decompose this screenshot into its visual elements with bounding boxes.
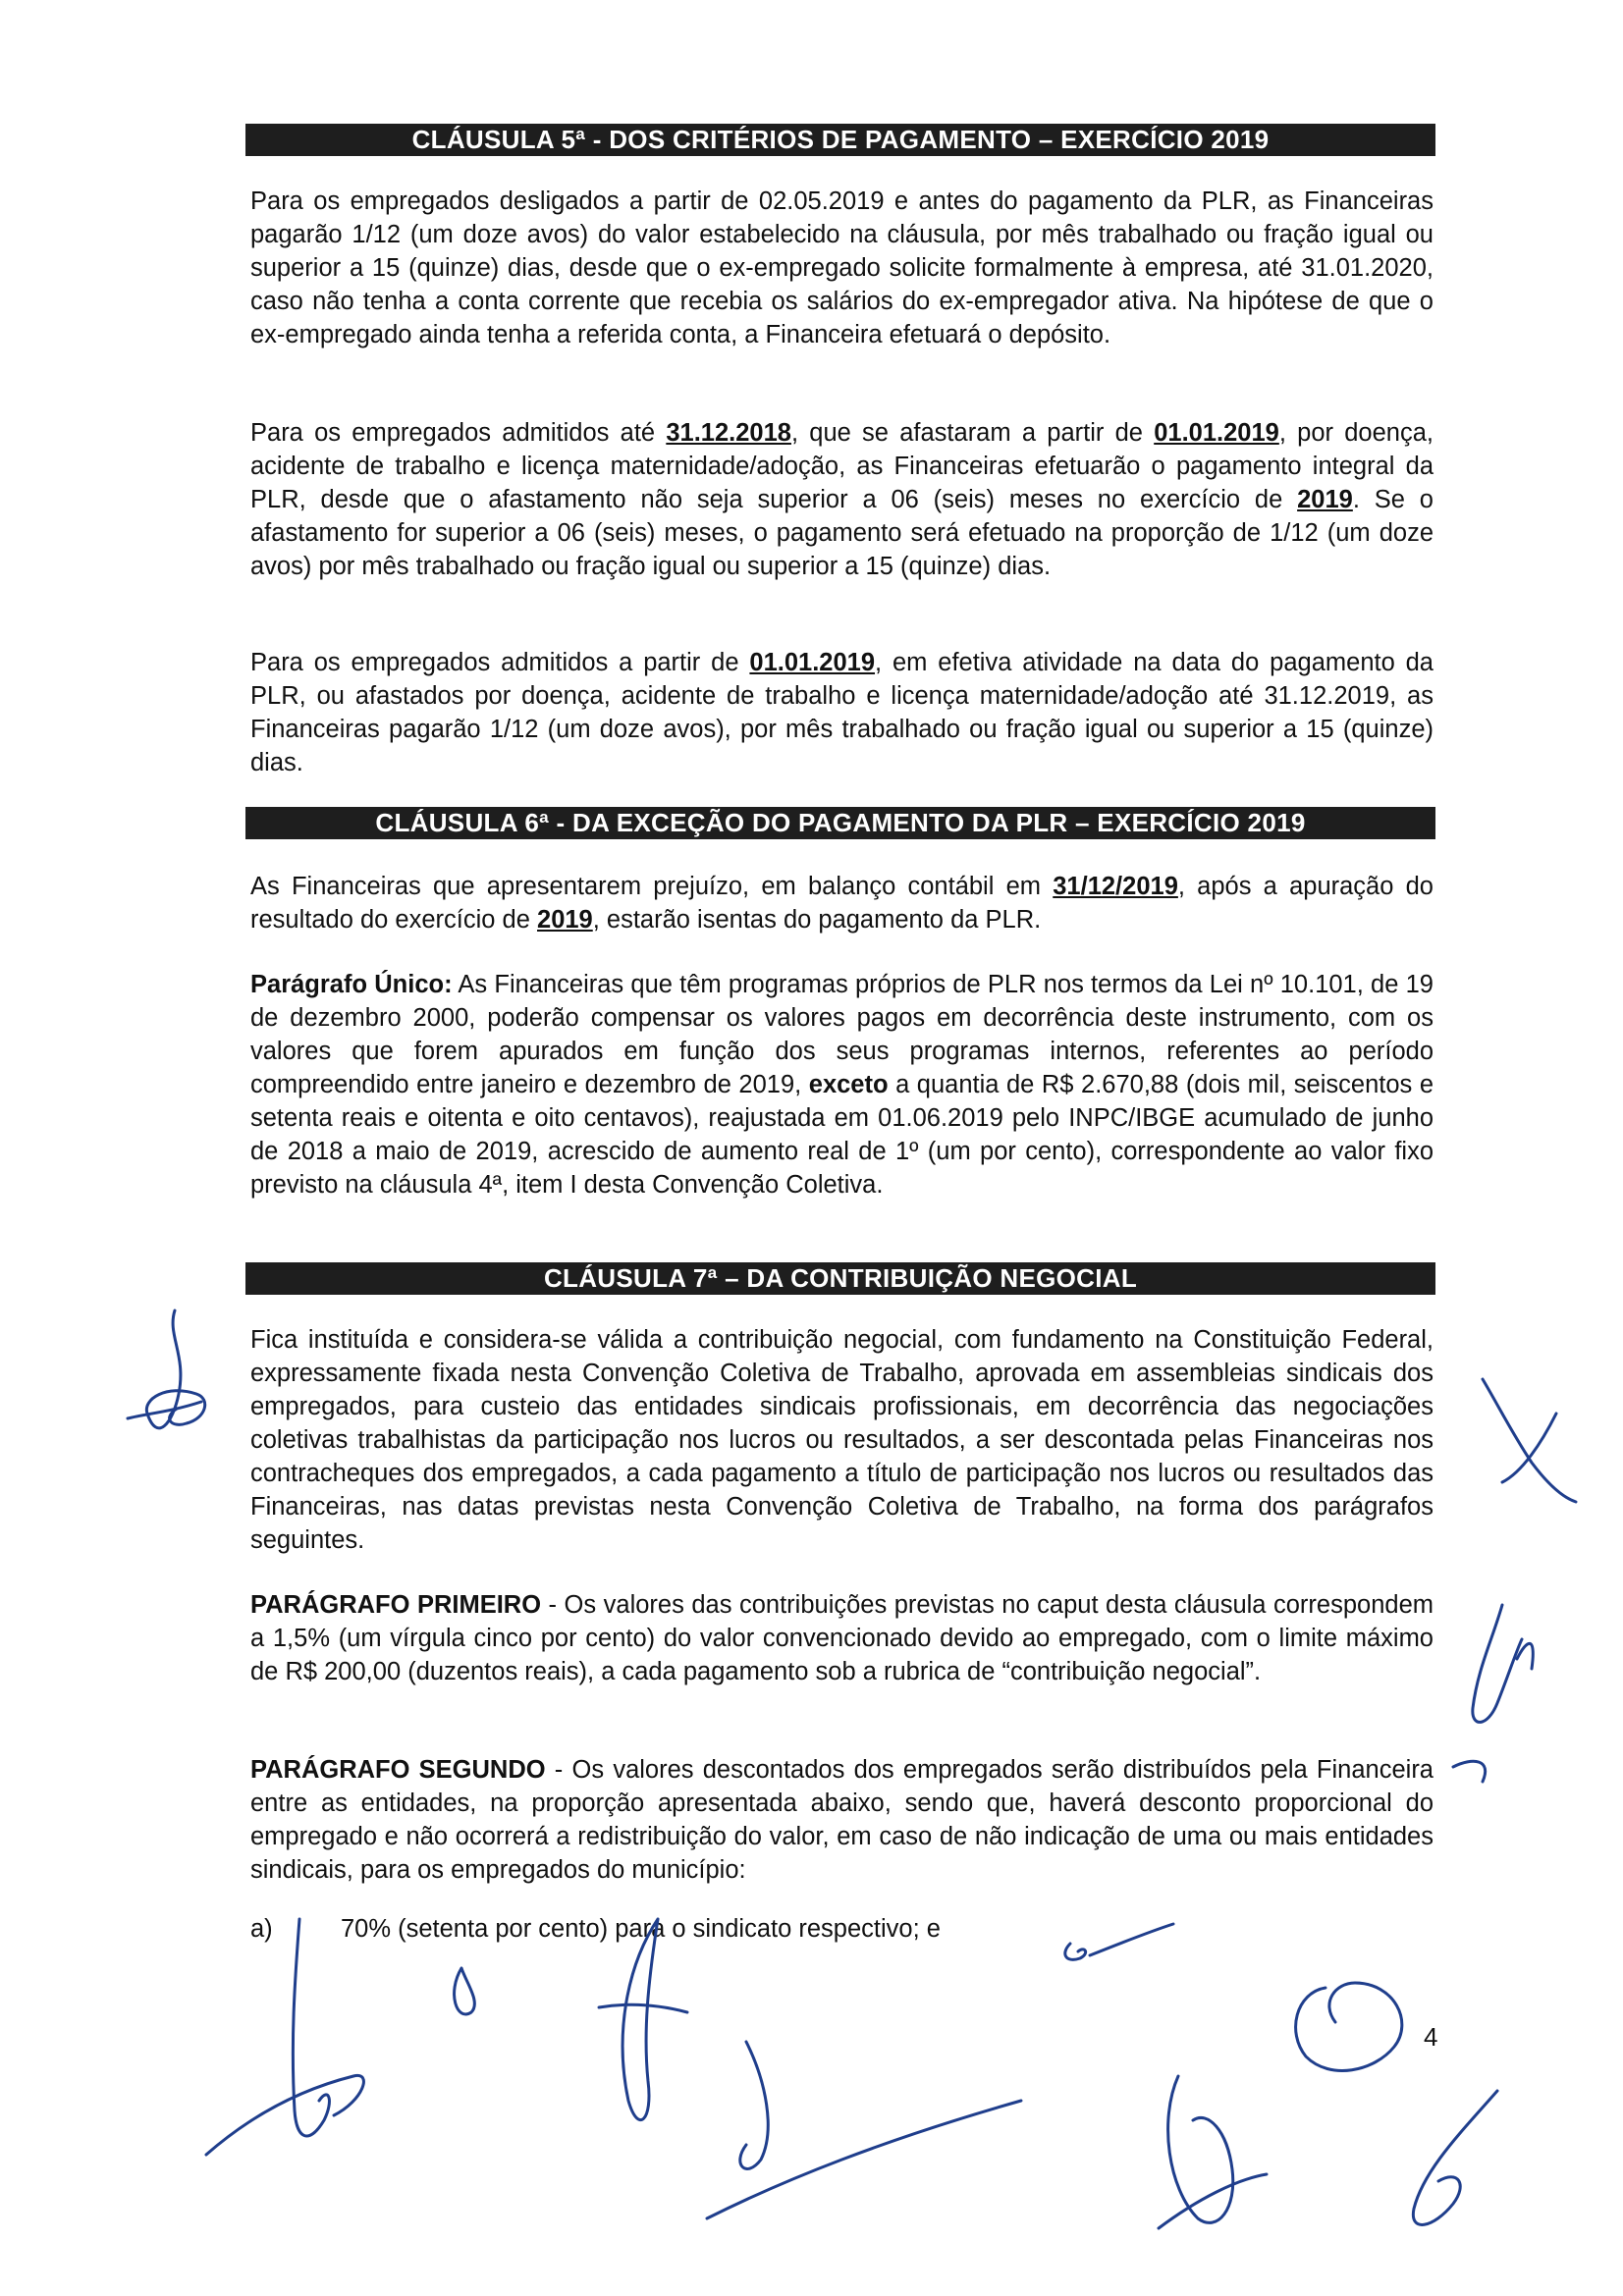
date-underlined: 31/12/2019 bbox=[1053, 873, 1178, 900]
bold-word: exceto bbox=[808, 1071, 889, 1098]
clause-5-paragraph-1: Para os empregados desligados a partir de 02.05.2019 e antes do pagamento da PLR, as Financeiras pagarão 1/12 (um doze avos) do valor estabelecido na cláusula, por mês trabalhado ou fração igual ou superior a 15 (quinze) dias, desde que o ex-empregado solicite formalmente à empresa, até 31.01.2020, caso não tenha a conta corrente que recebia os salários do ex-empregador ativa. Na hipótese de que o ex-empregado ainda tenha a referida conta, a Financeira efetuará o depósito. bbox=[250, 187, 1434, 348]
text-run: As Financeiras que apresentarem prejuízo, em balanço contábil em bbox=[250, 873, 1054, 900]
bottom-signature-6 bbox=[1296, 1983, 1402, 2070]
bottom-signature-2 bbox=[455, 1968, 475, 2014]
list-item-a bbox=[250, 1912, 941, 1946]
clause-5-paragraph-3 bbox=[250, 646, 1434, 779]
year-underlined: 2019 bbox=[1297, 486, 1353, 513]
clause-5-paragraph-2 bbox=[250, 416, 1434, 583]
text-run: - Os valores descontados dos empregados serão distribuídos pela Financeira entre as entidades, na proporção apresentada abaixo, sendo que, haverá desconto proporcional do empregado e não ocorrerá a redistribuição do valor, em caso de não indicação de uma ou mais entidades sindicais, para os empregados do município: bbox=[250, 1756, 1434, 1884]
text-run: , em efetiva atividade na data do pagamento da PLR, ou afastados por doença, acidente de trabalho e licença maternidade/adoção até 31.12.2019, as Financeiras pagarão 1/12 (um doze avos), por mês trabalhado ou fração igual ou superior a 15 (quinze) dias. bbox=[250, 649, 1434, 776]
text-run: , por doença, acidente de trabalho e licença maternidade/adoção, as Financeiras efetuarão o pagamento integral da PLR, desde que o afastamento não seja superior a 06 (seis) meses no exercício de bbox=[250, 419, 1434, 513]
year-underlined: 2019 bbox=[537, 906, 593, 934]
list-item-label: a) bbox=[250, 1915, 273, 1943]
paragraph-label: PARÁGRAFO SEGUNDO bbox=[250, 1756, 546, 1784]
text-run: - Os valores das contribuições previstas no caput desta cláusula correspondem a 1,5% (um vírgula cinco por cento) do valor convencionado devido ao empregado, com o limite máximo de R$ 200,00 (duzentos reais), a cada pagamento sob a rubrica de “contribuição negocial”. bbox=[250, 1591, 1434, 1685]
bottom-signature-5 bbox=[1159, 2076, 1267, 2228]
text-run: , após a apuração do resultado do exercício de bbox=[250, 873, 1434, 934]
bottom-signature-7 bbox=[1413, 2091, 1497, 2224]
date-underlined: 01.01.2019 bbox=[749, 649, 876, 676]
page-number: 4 bbox=[1424, 2022, 1438, 2052]
clause-6-heading: CLÁUSULA 6ª - DA EXCEÇÃO DO PAGAMENTO DA PLR – EXERCÍCIO 2019 bbox=[245, 807, 1435, 839]
margin-signature-right-upper bbox=[1483, 1379, 1576, 1502]
clause-6-paragraph-unico bbox=[250, 968, 1434, 1201]
text-run: As Financeiras que têm programas próprios de PLR nos termos da Lei nº 10.101, de 19 de dezembro 2000, poderão compensar os valores pagos em decorrência deste instrumento, com os valores que forem apurados em função dos seus programas internos, referentes ao período compreendido entre janeiro e dezembro de 2019, bbox=[250, 971, 1434, 1098]
date-underlined: 31.12.2018 bbox=[666, 419, 791, 447]
paragraph-label: Parágrafo Único: bbox=[250, 971, 453, 998]
clause-7-paragraph-primeiro bbox=[250, 1588, 1434, 1688]
bottom-signature-1 bbox=[206, 1919, 363, 2155]
clause-7-paragraph-1: Fica instituída e considera-se válida a contribuição negocial, com fundamento na Constituição Federal, expressamente fixada nesta Convenção Coletiva de Trabalho, aprovada em assembleias sindicais dos empregados, para custeio das entidades sindicais profissionais, em decorrência das negociações coletivas trabalhistas da participação nos lucros ou resultados, a ser descontada pelas Financeiras nos contracheques dos empregados, a cada pagamento a título de participação nos lucros ou resultados das Financeiras, nas datas previstas nesta Convenção Coletiva de Trabalho, na forma dos parágrafos seguintes. bbox=[250, 1326, 1434, 1554]
text-run: . Se o afastamento for superior a 06 (seis) meses, o pagamento será efetuado na proporção de 1/12 (um doze avos) por mês trabalhado ou fração igual ou superior a 15 (quinze) dias. bbox=[250, 486, 1434, 580]
bottom-signature-3 bbox=[599, 1919, 687, 2120]
margin-signature-right-lower bbox=[1473, 1605, 1533, 1722]
clause-6-paragraph-1 bbox=[250, 870, 1434, 936]
text-run: , estarão isentas do pagamento da PLR. bbox=[592, 906, 1042, 934]
paragraph-label: PARÁGRAFO PRIMEIRO bbox=[250, 1591, 542, 1619]
bottom-signature-4 bbox=[707, 2042, 1021, 2218]
initial-near-item-a bbox=[1065, 1924, 1173, 1959]
clause-5-heading: CLÁUSULA 5ª - DOS CRITÉRIOS DE PAGAMENTO – EXERCÍCIO 2019 bbox=[245, 124, 1435, 156]
text-run: a quantia de R$ 2.670,88 (dois mil, seiscentos e setenta reais e oitenta e oito centavos), reajustada em 01.06.2019 pelo INPC/IBGE acumulado de junho de 2018 a maio de 2019, acrescido de aumento real de 1º (um por cento), correspondente ao valor fixo previsto na cláusula 4ª, item I desta Convenção Coletiva. bbox=[250, 1071, 1434, 1199]
date-underlined: 01.01.2019 bbox=[1154, 419, 1279, 447]
clause-7-heading: CLÁUSULA 7ª – DA CONTRIBUIÇÃO NEGOCIAL bbox=[245, 1262, 1435, 1295]
text-run: Para os empregados admitidos a partir de bbox=[250, 649, 750, 676]
margin-signature-left bbox=[146, 1310, 204, 1428]
clause-7-paragraph-segundo bbox=[250, 1753, 1434, 1887]
text-run: Para os empregados admitidos até bbox=[250, 419, 667, 447]
text-run: , que se afastaram a partir de bbox=[790, 419, 1155, 447]
list-item-text: 70% (setenta por cento) para o sindicato respectivo; e bbox=[341, 1915, 941, 1943]
